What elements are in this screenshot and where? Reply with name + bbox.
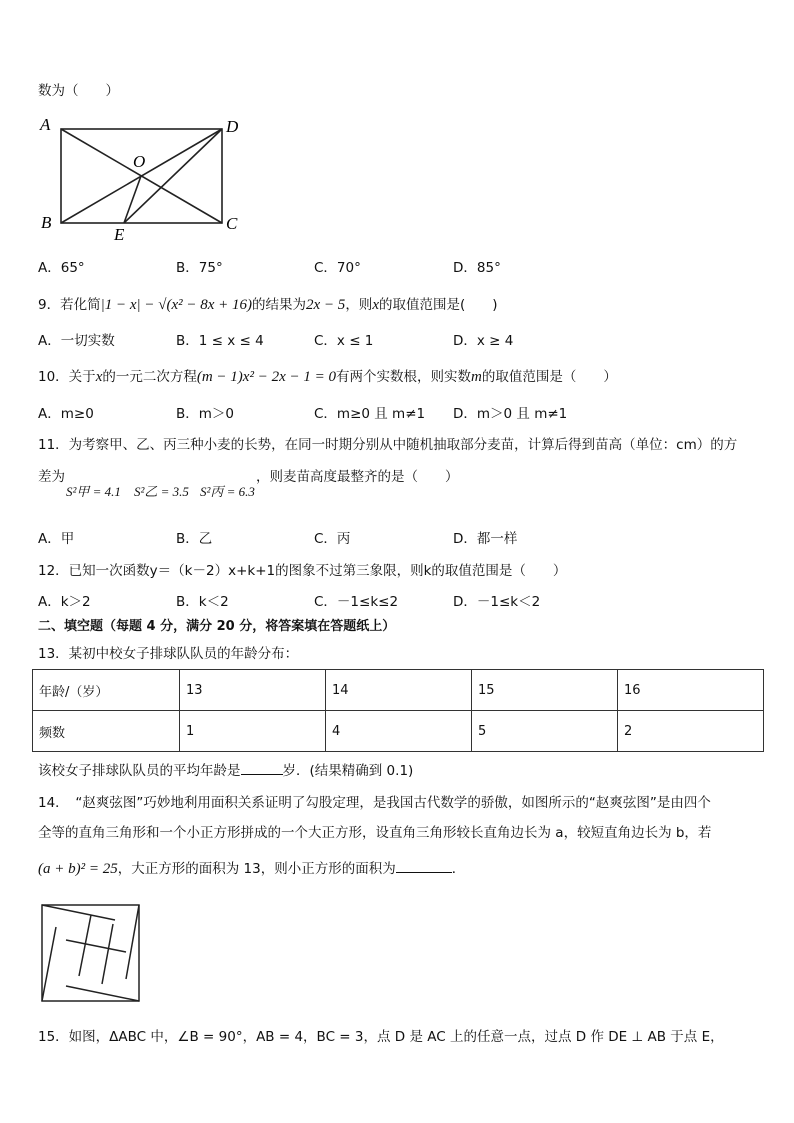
q14-line3-mid: ，大正方形的面积为 13，则小正方形的面积为 xyxy=(117,861,396,877)
label-e: E xyxy=(114,225,125,242)
q9-var: x xyxy=(372,297,379,313)
q12-option-a: A．k＞2 xyxy=(38,594,91,610)
table-cell: 16 xyxy=(618,670,764,711)
q14-line2: 全等的直角三角形和一个小正方形拼成的一个大正方形，设直角三角形较长直角边长为 a，较短直角边长为 b，若 xyxy=(38,825,712,841)
q13-stem: 13．某初中校女子排球队队员的年龄分布： xyxy=(38,646,299,662)
triangle-edge xyxy=(42,927,56,1001)
q9-option-d: D．x ≥ 4 xyxy=(453,333,514,349)
q8-option-a: A．65° xyxy=(38,260,85,276)
q11-line1: 11．为考察甲、乙、丙三种小麦的长势，在同一时期分别从中随机抽取部分麦苗，计算后得到苗高（单位：cm）的方 xyxy=(38,437,738,453)
q11-option-c: C．丙 xyxy=(314,531,351,547)
q9-suffix: ，则 xyxy=(345,297,373,313)
q12-option-c: C．－1≤k≤2 xyxy=(314,594,399,610)
table-cell: 13 xyxy=(180,670,326,711)
table-cell: 频数 xyxy=(33,711,180,752)
table-cell: 1 xyxy=(180,711,326,752)
q11-variance-yi: S²乙 = 3.5 xyxy=(134,484,189,499)
q9-option-c: C．x ≤ 1 xyxy=(314,333,374,349)
table-cell: 2 xyxy=(618,711,764,752)
table-row xyxy=(33,711,764,752)
label-a: A xyxy=(40,115,51,134)
q8-option-d: D．85° xyxy=(453,260,501,276)
q9-stem xyxy=(38,295,498,315)
q13-after-prefix: 该校女子排球队队员的平均年龄是 xyxy=(38,763,241,779)
q11-option-b: B．乙 xyxy=(176,531,213,547)
table-cell: 年龄/（岁） xyxy=(33,670,180,711)
label-b: B xyxy=(41,213,52,232)
q11-line2-tail: ，则麦苗高度最整齐的是（ ） xyxy=(256,469,459,485)
triangle-edge xyxy=(126,905,139,979)
q14-line1: 14． “赵爽弦图”巧妙地利用面积关系证明了勾股定理，是我国古代数学的骄傲，如图所示的“赵爽弦图”是由四个 xyxy=(38,795,711,811)
inner-edge xyxy=(79,915,91,976)
table-row xyxy=(33,670,764,711)
answer-blank xyxy=(396,858,452,873)
q10-option-d: D．m＞0 且 m≠1 xyxy=(453,406,568,422)
triangle-edge xyxy=(66,986,139,1001)
q15-stem: 15．如图，ΔABC 中，∠B = 90°，AB = 4，BC = 3，点 D 是 AC 上的任意一点，过点 D 作 DE ⊥ AB 于点 E， xyxy=(38,1029,724,1045)
q10-equation: (m − 1)x² − 2x − 1 = 0 xyxy=(196,369,336,385)
rectangle-figure xyxy=(36,112,246,242)
q10-option-c: C．m≥0 且 m≠1 xyxy=(314,406,426,422)
q10-mid: 的一元二次方程 xyxy=(102,369,197,385)
q10-option-b: B．m＞0 xyxy=(176,406,235,422)
q11-option-d: D．都一样 xyxy=(453,531,518,547)
q13-after xyxy=(38,760,413,781)
q9-option-b: B．1 ≤ x ≤ 4 xyxy=(176,333,264,349)
segment-de xyxy=(124,129,222,223)
q11-option-a: A．甲 xyxy=(38,531,75,547)
label-c: C xyxy=(226,214,238,233)
q9-expression: |1 − x| − √(x² − 8x + 16) xyxy=(100,297,253,313)
q11-variance-jia: S²甲 = 4.1 xyxy=(66,484,121,499)
q10-var2: m xyxy=(470,369,482,385)
age-frequency-table xyxy=(32,669,764,752)
section-2-title: 二、填空题（每题 4 分，满分 20 分，将答案填在答题纸上） xyxy=(38,619,396,634)
q12-option-d: D．－1≤k＜2 xyxy=(453,594,541,610)
table-cell: 4 xyxy=(326,711,472,752)
q9-tail: 的取值范围是( ) xyxy=(378,297,498,313)
zhao-shuang-figure xyxy=(40,903,142,1003)
table-cell: 15 xyxy=(472,670,618,711)
q9-result: 2x − 5 xyxy=(306,297,346,313)
q11-line2-prefix: 差为 xyxy=(38,469,65,485)
q10-tail2: 的取值范围是（ ） xyxy=(481,369,617,385)
q12-stem: 12．已知一次函数y＝（k－2）x+k+1的图象不过第三象限，则k的取值范围是（ ） xyxy=(38,563,567,579)
q8-stem-tail: 数为（ ） xyxy=(38,83,119,99)
q8-option-c: C．70° xyxy=(314,260,361,276)
q10-stem xyxy=(38,367,617,387)
q11-variance-bing: S²丙 = 6.3 xyxy=(200,484,255,499)
q14-line3-end: ． xyxy=(451,861,466,877)
q10-option-a: A．m≥0 xyxy=(38,406,94,422)
q9-mid: 的结果为 xyxy=(252,297,307,313)
inner-edge xyxy=(66,940,126,952)
q8-option-b: B．75° xyxy=(176,260,223,276)
inner-edge xyxy=(102,924,113,984)
table-cell: 14 xyxy=(326,670,472,711)
q10-var: x xyxy=(95,369,103,385)
q14-line3 xyxy=(38,858,465,879)
q10-tail1: 有两个实数根，则实数 xyxy=(335,369,471,385)
q10-prefix: 10．关于 xyxy=(38,369,96,385)
table-cell: 5 xyxy=(472,711,618,752)
label-o: O xyxy=(133,152,146,171)
q9-prefix: 9．若化简 xyxy=(38,297,101,313)
q13-after-suffix: 岁．(结果精确到 0.1) xyxy=(282,763,414,779)
q9-option-a: A．一切实数 xyxy=(38,333,115,349)
triangle-edge xyxy=(42,905,115,920)
label-d: D xyxy=(226,117,239,136)
answer-blank xyxy=(241,760,283,775)
q14-equation: (a + b)² = 25 xyxy=(38,861,118,877)
q12-option-b: B．k＜2 xyxy=(176,594,229,610)
